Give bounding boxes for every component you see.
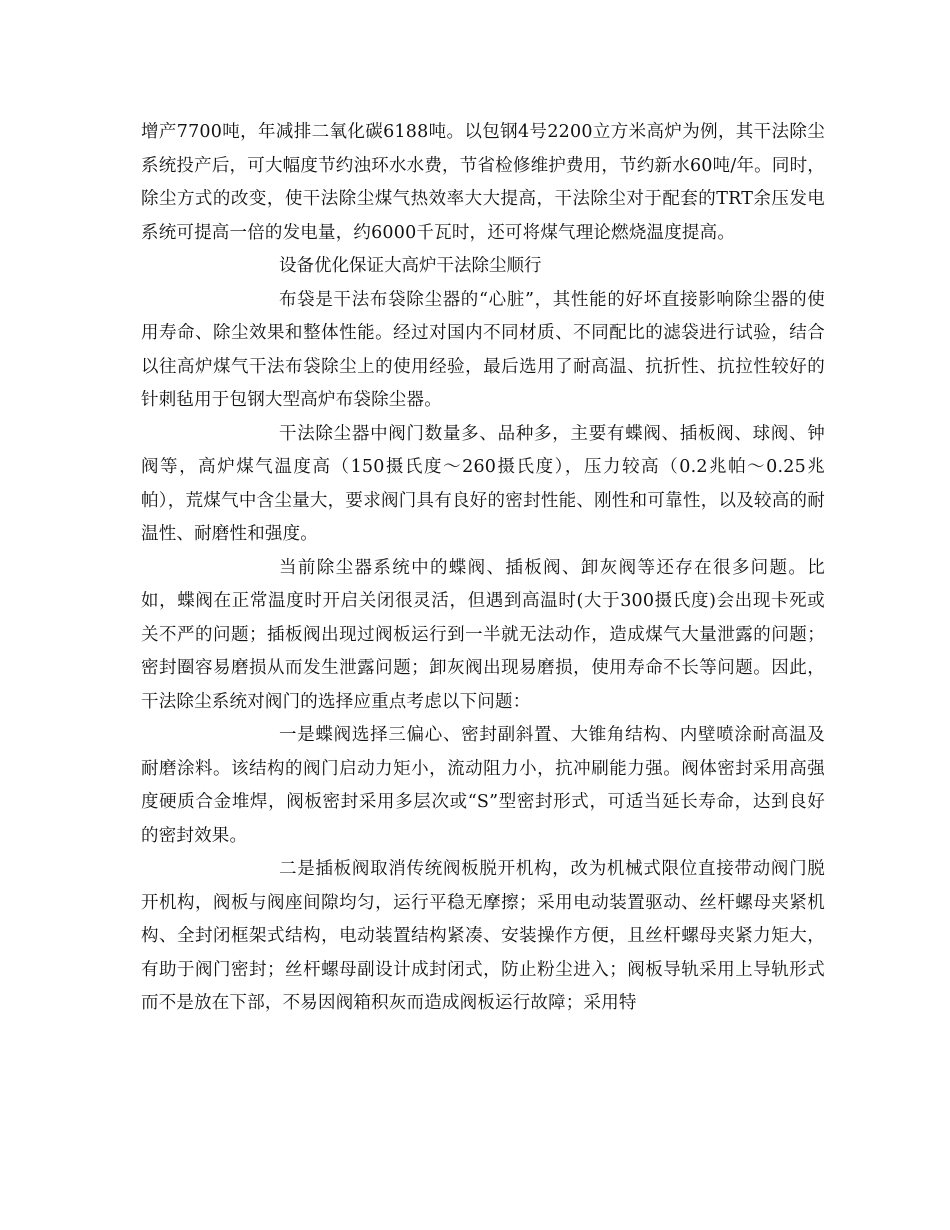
paragraph-valve-problems: 当前除尘器系统中的蝶阀、插板阀、卸灰阀等还存在很多问题。比如，蝶阀在正常温度时开启关闭很灵活，但遇到高温时(大于300摄氏度)会出现卡死或关不严的问题；插板阀出现过阀板运行到一半就无法动作，造成煤气大量泄露的问题；密封圈容易磨损从而发生泄露问题；卸灰阀出现易磨损，使用寿命不长等问题。因此，干法除尘系统对阀门的选择应重点考虑以下问题： (141, 557, 825, 712)
paragraph-gate-valve: 二是插板阀取消传统阀板脱开机构，改为机械式限位直接带动阀门脱开机构，阀板与阀座间隙均匀，运行平稳无摩擦；采用电动装置驱动、丝杆螺母夹紧机构、全封闭框架式结构，电动装置结构紧凑、安装操作方便，且丝杆螺母夹紧力矩大，有助于阀门密封；丝杆螺母副设计成封闭式，防止粉尘进入；阀板导轨采用上导轨形式而不是放在下部，不易因阀箱积灰而造成阀板运行故障；采用特 (141, 859, 825, 1013)
document-page (141, 116, 825, 1021)
section-heading: 设备优化保证大高炉干法除尘顺行 (279, 256, 542, 276)
paragraph-filter-bag: 布袋是干法布袋除尘器的“心脏”，其性能的好坏直接影响除尘器的使用寿命、除尘效果和整体性能。经过对国内不同材质、不同配比的滤袋进行试验，结合以往高炉煤气干法布袋除尘上的使用经验，最后选用了耐高温、抗折性、抗拉性较好的针刺毡用于包钢大型高炉布袋除尘器。 (141, 289, 825, 410)
paragraph-intro-tail: 增产7700吨，年减排二氧化碳6188吨。以包钢4号2200立方米高炉为例，其干法除尘系统投产后，可大幅度节约浊环水水费，节省检修维护费用，节约新水60吨/年。同时，除尘方式的改变，使干法除尘煤气热效率大大提高，干法除尘对于配套的TRT余压发电系统可提高一倍的发电量，约6000千瓦时，还可将煤气理论燃烧温度提高。 (141, 122, 825, 243)
paragraph-valves-overview: 干法除尘器中阀门数量多、品种多，主要有蝶阀、插板阀、球阀、钟阀等，高炉煤气温度高（150摄氏度～260摄氏度），压力较高（0.2兆帕～0.25兆帕），荒煤气中含尘量大，要求阀门具有良好的密封性能、刚性和可靠性，以及较高的耐温性、耐磨性和强度。 (141, 423, 825, 544)
paragraph-butterfly-valve: 一是蝶阀选择三偏心、密封副斜置、大锥角结构、内壁喷涂耐高温及耐磨涂料。该结构的阀门启动力矩小，流动阻力小，抗冲刷能力强。阀体密封采用高强度硬质合金堆焊，阀板密封采用多层次或“S”型密封形式，可适当延长寿命，达到良好的密封效果。 (141, 725, 825, 846)
